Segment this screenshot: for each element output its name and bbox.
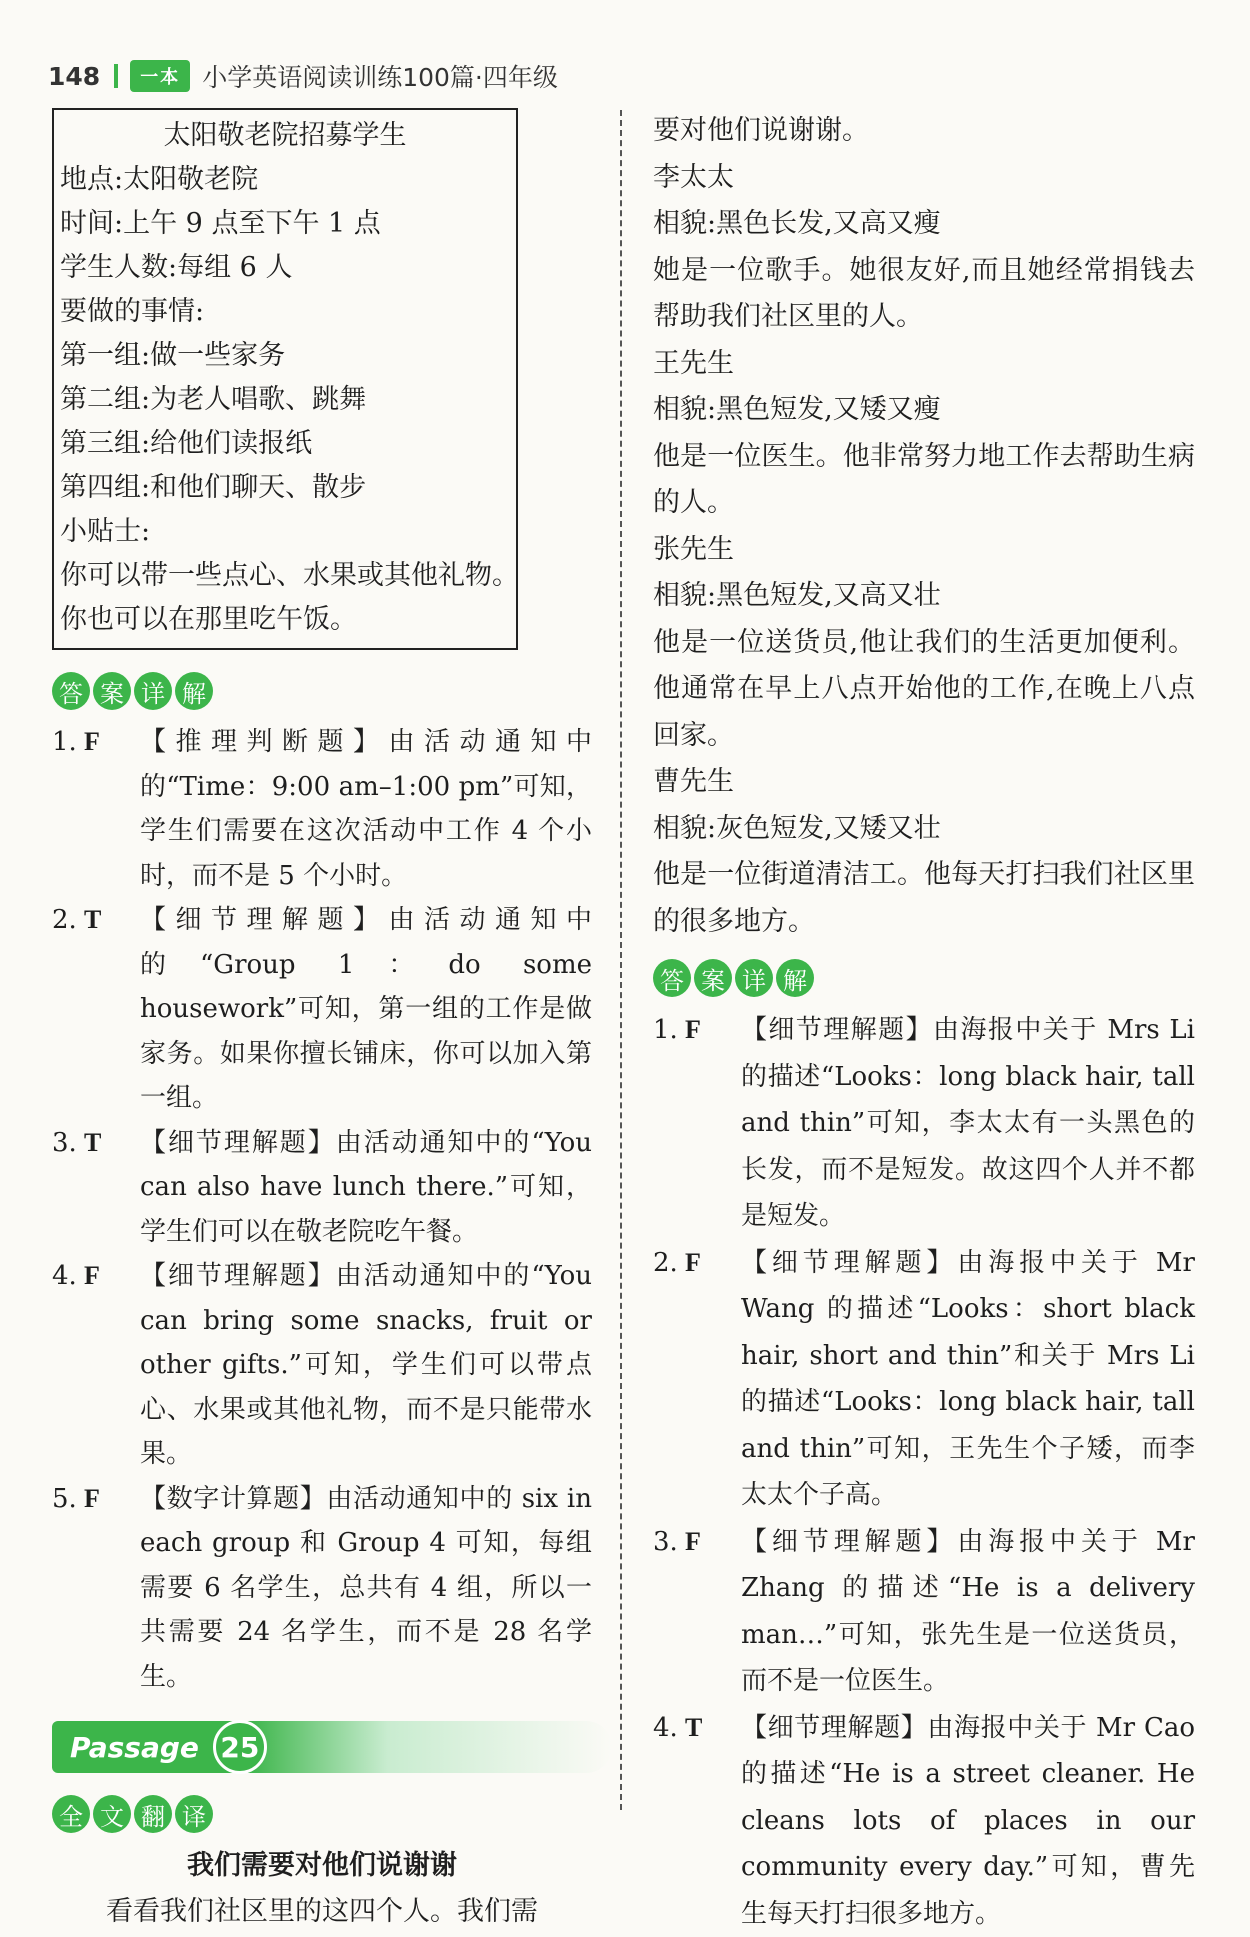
answer-number: 1. (52, 720, 84, 898)
tag-char: 译 (175, 1795, 213, 1833)
tag-char: 翻 (134, 1795, 172, 1833)
answer-explanation: 【细节理解题】由活动通知中的“You can bring some snacks, fruit or other gifts.”可知，学生们可以带点心、水果或其他礼物，而不是只能带水果。 (140, 1254, 592, 1477)
answer-number: 1. (653, 1007, 685, 1240)
answer-number: 4. (653, 1705, 685, 1937)
translation-intro-continued: 要对他们说谢谢。 (653, 108, 1195, 155)
translation-tag (52, 1795, 592, 1833)
translation-line: 曹先生 (653, 759, 1195, 806)
passage-label: Passage (52, 1731, 199, 1764)
answer-mark: F (84, 720, 140, 898)
answer-explanation: 【细节理解题】由海报中关于 Mrs Li 的描述“Looks：long black hair, tall and thin”可知，李太太有一头黑色的长发，而不是短发。故这四个人并不都是短发。 (741, 1007, 1195, 1240)
answer-item (52, 1121, 592, 1255)
answer-number: 3. (52, 1121, 84, 1255)
translation-line: 他是一位送货员,他让我们的生活更加便利。他通常在早上八点开始他的工作,在晚上八点回家。 (653, 620, 1195, 760)
notice-box (52, 108, 518, 650)
passage-number: 25 (213, 1720, 267, 1774)
translation-line: 相貌:黑色长发,又高又瘦 (653, 201, 1195, 248)
answer-item (653, 1240, 1195, 1519)
page-number: 148 (48, 62, 100, 91)
page-header (48, 54, 558, 98)
tag-char: 文 (93, 1795, 131, 1833)
translation-line: 张先生 (653, 527, 1195, 574)
answer-item (52, 720, 592, 898)
answer-mark: F (84, 1477, 140, 1700)
translation-line: 他是一位医生。他非常努力地工作去帮助生病的人。 (653, 434, 1195, 527)
answer-number: 3. (653, 1519, 685, 1705)
tag-char: 案 (93, 672, 131, 710)
tag-char: 答 (52, 672, 90, 710)
notice-line: 你也可以在那里吃午饭。 (60, 598, 510, 642)
notice-title: 太阳敬老院招募学生 (60, 114, 510, 158)
right-column (653, 108, 1195, 1937)
tag-char: 解 (175, 672, 213, 710)
answer-explanation: 【细节理解题】由活动通知中的“Group 1：do some housework”可知，第一组的工作是做家务。如果你擅长铺床，你可以加入第一组。 (140, 898, 592, 1121)
notice-line: 第四组:和他们聊天、散步 (60, 466, 510, 510)
answer-number: 4. (52, 1254, 84, 1477)
translation-lines (653, 155, 1195, 946)
tag-char: 答 (653, 959, 691, 997)
answer-explanation-tag (52, 672, 592, 710)
answer-explanation: 【细节理解题】由海报中关于 Mr Zhang 的描述“He is a delivery man…”可知，张先生是一位送货员，而不是一位医生。 (741, 1519, 1195, 1705)
answer-mark: T (84, 1121, 140, 1255)
tag-char: 解 (776, 959, 814, 997)
answer-item (653, 1519, 1195, 1705)
book-title: 小学英语阅读训练100篇·四年级 (202, 58, 558, 94)
answer-number: 2. (653, 1240, 685, 1519)
notice-line: 第二组:为老人唱歌、跳舞 (60, 378, 510, 422)
notice-lines (60, 158, 510, 642)
answer-mark: T (685, 1705, 741, 1937)
answer-list-2 (653, 1007, 1195, 1937)
notice-line: 小贴士: (60, 510, 510, 554)
notice-line: 地点:太阳敬老院 (60, 158, 510, 202)
answer-item (52, 898, 592, 1121)
tag-char: 详 (134, 672, 172, 710)
answer-mark: T (84, 898, 140, 1121)
answer-mark: F (84, 1254, 140, 1477)
column-divider (620, 110, 622, 1810)
translation-line: 相貌:黑色短发,又矮又瘦 (653, 387, 1195, 434)
header-divider (114, 64, 118, 88)
answer-item (653, 1007, 1195, 1240)
answer-list (52, 720, 592, 1699)
notice-line: 时间:上午 9 点至下午 1 点 (60, 202, 510, 246)
tag-char: 案 (694, 959, 732, 997)
left-column (52, 108, 592, 1936)
tag-char: 全 (52, 1795, 90, 1833)
answer-explanation: 【推理判断题】由活动通知中的“Time：9:00 am–1:00 pm”可知，学生们需要在这次活动中工作 4 个小时，而不是 5 个小时。 (140, 720, 592, 898)
answer-item (653, 1705, 1195, 1937)
translation-line: 李太太 (653, 155, 1195, 202)
translation-line: 他是一位街道清洁工。他每天打扫我们社区里的很多地方。 (653, 852, 1195, 945)
notice-line: 第三组:给他们读报纸 (60, 422, 510, 466)
answer-item (52, 1477, 592, 1700)
notice-line: 学生人数:每组 6 人 (60, 246, 510, 290)
notice-line: 你可以带一些点心、水果或其他礼物。 (60, 554, 510, 598)
answer-mark: F (685, 1007, 741, 1240)
answer-explanation: 【细节理解题】由海报中关于 Mr Wang 的描述“Looks：short black hair, short and thin”和关于 Mrs Li 的描述“Looks：long black hair, tall and thin”可知，王先生个子矮，而李太太个子高。 (741, 1240, 1195, 1519)
answer-explanation: 【细节理解题】由海报中关于 Mr Cao 的描述“He is a street cleaner. He cleans lots of places in our community every day.”可知，曹先生每天打扫很多地方。 (741, 1705, 1195, 1937)
answer-explanation-tag-2 (653, 959, 1195, 997)
answer-explanation: 【数字计算题】由活动通知中的 six in each group 和 Group 4 可知，每组需要 6 名学生，总共有 4 组，所以一共需要 24 名学生，而不是 28 名学生。 (140, 1477, 592, 1700)
passage-banner (52, 1721, 612, 1773)
translation-intro: 看看我们社区里的这四个人。我们需 (52, 1889, 592, 1936)
translation-line: 相貌:黑色短发,又高又壮 (653, 573, 1195, 620)
answer-mark: F (685, 1240, 741, 1519)
answer-number: 5. (52, 1477, 84, 1700)
answer-item (52, 1254, 592, 1477)
notice-line: 要做的事情: (60, 290, 510, 334)
brand-logo: 一本 (130, 60, 190, 92)
answer-explanation: 【细节理解题】由活动通知中的“You can also have lunch there.”可知，学生们可以在敬老院吃午餐。 (140, 1121, 592, 1255)
translation-title: 我们需要对他们说谢谢 (52, 1843, 592, 1889)
translation-line: 王先生 (653, 341, 1195, 388)
answer-number: 2. (52, 898, 84, 1121)
answer-mark: F (685, 1519, 741, 1705)
translation-line: 相貌:灰色短发,又矮又壮 (653, 806, 1195, 853)
translation-line: 她是一位歌手。她很友好,而且她经常捐钱去帮助我们社区里的人。 (653, 248, 1195, 341)
notice-line: 第一组:做一些家务 (60, 334, 510, 378)
tag-char: 详 (735, 959, 773, 997)
